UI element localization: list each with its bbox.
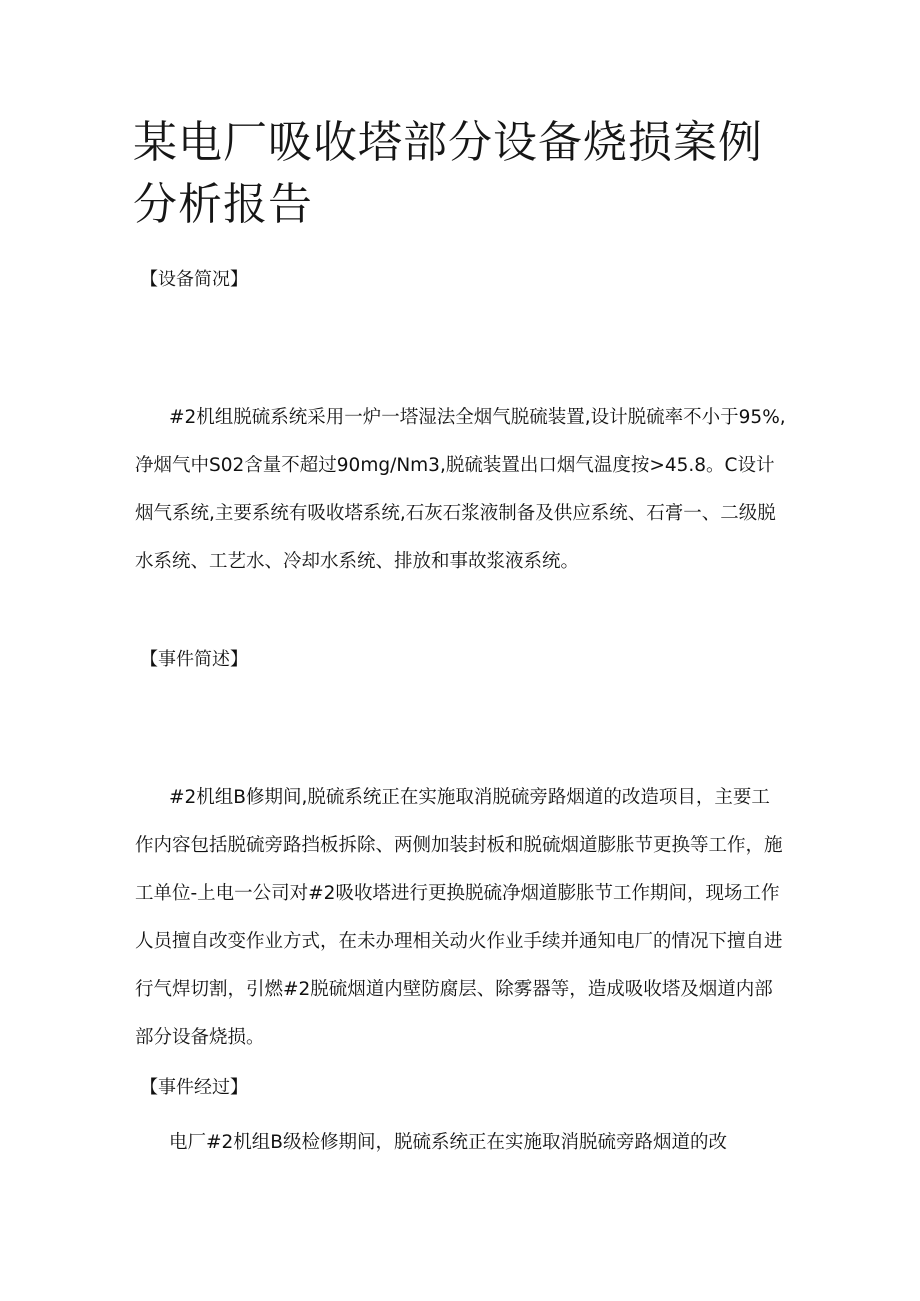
page-title: 某电厂吸收塔部分设备烧损案例分析报告 (133, 117, 763, 230)
paragraph-text: #2机组脱硫系统采用一炉一塔湿法全烟气脱硫装置,设计脱硫率不小于95%,净烟气中S02含量不超过90mg∕Nm3,脱硫装置出口烟气温度按>45.8。C设计烟气系统,主要系统有吸收塔系统,石灰石浆液制备及供应系统、石膏一、二级脱水系统、工艺水、冷却水系统、排放和事故浆液系统。 (135, 407, 786, 572)
section-heading-equipment-overview: 【设备简况】 (140, 269, 248, 290)
paragraph-text: #2机组B修期间,脱硫系统正在实施取消脱硫旁路烟道的改造项目，主要工作内容包括脱硫旁路挡板拆除、两侧加装封板和脱硫烟道膨胀节更换等工作，施工单位-上电一公司对#2吸收塔进行更换脱硫净烟道膨胀节工作期间，现场工作人员擅自改变作业方式，在未办理相关动火作业手续并通知电厂的情况下擅自进行气焊切割，引燃#2脱硫烟道内壁防腐层、除雾器等，造成吸收塔及烟道内部部分设备烧损。 (135, 787, 783, 1048)
section-heading-event-summary: 【事件简述】 (140, 649, 248, 670)
section-paragraph-event-summary (135, 774, 787, 1062)
section-paragraph-event-process (135, 1119, 787, 1167)
section-paragraph-equipment-overview (135, 394, 787, 586)
section-heading-event-process: 【事件经过】 (140, 1077, 248, 1098)
paragraph-text: 电厂#2机组B级检修期间，脱硫系统正在实施取消脱硫旁路烟道的改 (169, 1132, 727, 1153)
